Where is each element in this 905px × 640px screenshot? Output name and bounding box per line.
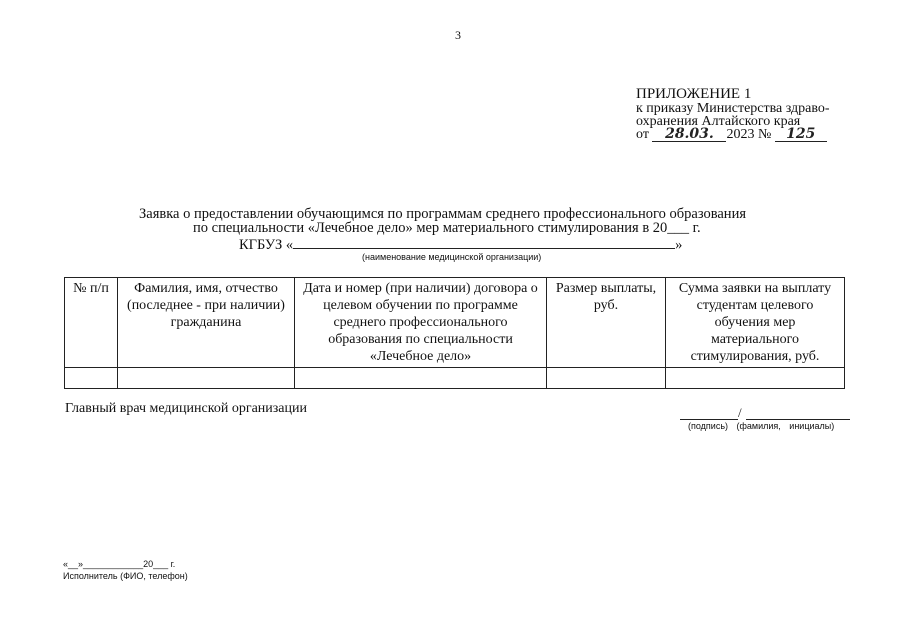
header-cell-contract: Дата и номер (при наличии) договора о целевом обучении по программе среднего профессионального образования по специальности «Лечебное дело» <box>295 278 547 368</box>
signature-separator: / <box>738 405 742 420</box>
heading-line-3 <box>239 236 682 253</box>
table-cell <box>295 368 547 389</box>
appendix-order-line-1: к приказу Министерства здраво- <box>636 101 830 116</box>
signer-label: Главный врач медицинской организации <box>65 401 307 416</box>
signature-lines <box>680 404 850 420</box>
org-prefix: КГБУЗ « <box>239 237 294 253</box>
table-row <box>65 368 845 389</box>
heading-line-2: по специальности «Лечебное дело» мер материального стимулирования в 20___ г. <box>193 220 701 236</box>
org-name-blank <box>293 236 675 249</box>
executor-label: Исполнитель (ФИО, телефон) <box>63 571 188 581</box>
from-label: от <box>636 127 649 142</box>
header-cell-fullname: Фамилия, имя, отчество (последнее - при наличии) гражданина <box>118 278 295 368</box>
header-cell-total-amount: Сумма заявки на выплату студентам целевого обучения мер материального стимулирования, руб. <box>666 278 845 368</box>
handwritten-order-number: 125 <box>775 128 827 142</box>
appendix-date-line <box>636 128 830 142</box>
year-number-label: 2023 № <box>726 127 772 142</box>
signature-caption: (подпись) (фамилия, инициалы) <box>688 421 835 431</box>
header-cell-number: № п/п <box>65 278 118 368</box>
table-cell <box>666 368 845 389</box>
signature-line <box>680 419 738 420</box>
table-cell <box>65 368 118 389</box>
table-cell <box>547 368 666 389</box>
header-cell-payment-size: Размер выплаты, руб. <box>547 278 666 368</box>
heading-line-1: Заявка о предоставлении обучающимся по программам среднего профессионального образования <box>139 206 746 222</box>
appendix-title: ПРИЛОЖЕНИЕ 1 <box>636 86 752 102</box>
footer-date-template: «__»____________20___ г. <box>63 559 176 569</box>
appendix-order-line-2: охранения Алтайского края <box>636 114 801 129</box>
handwritten-date: 28.03. <box>652 128 726 142</box>
table-cell <box>118 368 295 389</box>
org-suffix: » <box>675 237 683 253</box>
table-header-row <box>65 278 845 368</box>
application-table <box>64 277 845 389</box>
name-initials-line <box>746 419 850 420</box>
org-caption: (наименование медицинской организации) <box>362 252 542 262</box>
page-number: 3 <box>455 28 461 42</box>
appendix-block <box>636 88 830 142</box>
